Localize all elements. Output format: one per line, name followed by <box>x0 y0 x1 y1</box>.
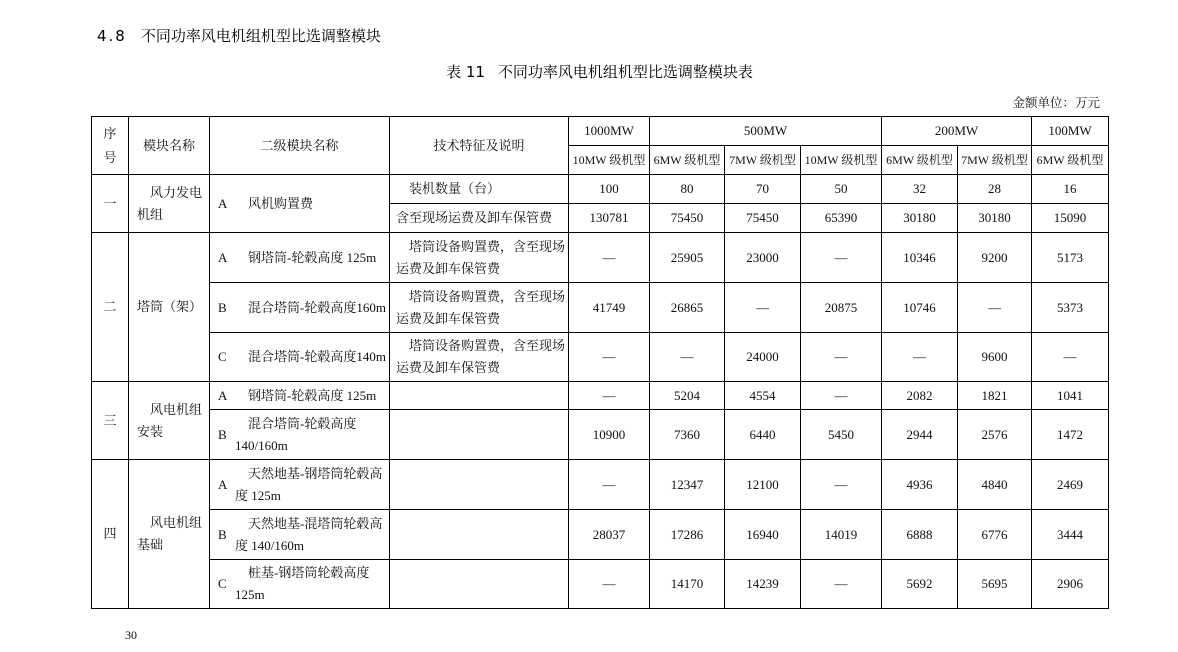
header-model: 10MW 级机型 <box>801 146 882 175</box>
cost-value: 26865 <box>670 299 704 315</box>
cost-value: 6440 <box>749 426 776 442</box>
value-cell <box>650 410 725 460</box>
tech-description-cell <box>390 333 569 382</box>
cost-value: 1821 <box>981 387 1008 403</box>
tech-description-cell <box>390 283 569 333</box>
cost-value: 25905 <box>670 249 704 265</box>
value-cell <box>725 175 801 204</box>
value-cell <box>882 382 958 410</box>
cost-value: — <box>602 349 616 364</box>
value-cell <box>801 204 882 233</box>
value-cell <box>801 233 882 283</box>
value-cell <box>569 510 650 560</box>
value-cell <box>882 283 958 333</box>
module-name-cell <box>129 382 210 460</box>
table-row <box>92 510 1109 560</box>
value-cell <box>1032 175 1109 204</box>
value-cell <box>569 460 650 510</box>
value-cell <box>958 283 1032 333</box>
value-cell <box>725 233 801 283</box>
sub-module <box>210 346 389 368</box>
cost-value: 30180 <box>903 210 936 225</box>
cost-value: 28 <box>988 181 1001 196</box>
sub-module-letter: B <box>218 526 227 542</box>
value-cell <box>958 382 1032 410</box>
cost-value: 2469 <box>1057 476 1083 492</box>
value-cell <box>725 460 801 510</box>
sub-module-name-line: 混合塔筒-轮毂高度140m <box>248 349 386 364</box>
cost-value: 23000 <box>746 249 779 265</box>
table-label: 表 11 <box>446 63 485 81</box>
cost-value: 6776 <box>981 526 1008 542</box>
cost-value: 5373 <box>1057 299 1083 315</box>
tech-description-cell <box>390 175 569 204</box>
value-cell <box>725 283 801 333</box>
amount-unit-note: 金额单位：万元 <box>1012 96 1100 110</box>
sub-module-name <box>235 297 386 319</box>
cost-value: 14019 <box>824 526 858 542</box>
cost-value: 2082 <box>906 387 933 403</box>
table-row <box>92 333 1109 382</box>
cost-value: 100 <box>599 181 619 196</box>
table-row <box>92 175 1109 204</box>
sub-module-letter: C <box>218 576 227 591</box>
cost-value: 14170 <box>670 576 704 591</box>
header-capacity-500mw: 500MW <box>650 117 882 146</box>
sub-module-name-line: 140/160m <box>235 437 288 453</box>
cost-value: 5204 <box>674 387 700 403</box>
header-sub-module-name: 二级模块名称 <box>210 117 390 175</box>
cost-value: — <box>913 349 926 364</box>
value-cell <box>650 460 725 510</box>
table-row <box>92 460 1109 510</box>
cost-value: 2944 <box>906 426 933 442</box>
tech-description-cell <box>390 460 569 510</box>
value-cell <box>650 204 725 233</box>
value-cell <box>650 382 725 410</box>
sub-module-cell <box>210 460 390 510</box>
header-model: 7MW 级机型 <box>958 146 1032 175</box>
header-model: 6MW 级机型 <box>650 146 725 175</box>
value-cell <box>569 333 650 382</box>
sub-module-cell <box>210 175 390 233</box>
sub-module-name <box>235 513 382 557</box>
value-cell <box>801 283 882 333</box>
value-cell <box>1032 233 1109 283</box>
sub-module-cell <box>210 510 390 560</box>
value-cell <box>882 560 958 609</box>
sub-module <box>210 193 389 215</box>
cost-value: 4840 <box>981 476 1008 492</box>
sub-module <box>210 385 389 407</box>
row-number-cell <box>92 382 129 460</box>
cost-value: 130781 <box>589 210 629 225</box>
module-name-cell <box>129 175 210 233</box>
value-cell <box>958 233 1032 283</box>
sub-module-letter: A <box>218 249 228 265</box>
cost-value: 30180 <box>978 210 1011 225</box>
cost-value: — <box>988 299 1001 315</box>
row-number-cell <box>92 460 129 609</box>
tech-description-line: 运费及卸车保管费 <box>396 260 501 276</box>
cost-value: 9600 <box>981 349 1008 364</box>
cost-comparison-table <box>91 116 1109 609</box>
table-row <box>92 283 1109 333</box>
value-cell <box>801 333 882 382</box>
cost-value: — <box>834 249 848 265</box>
sub-module-cell <box>210 410 390 460</box>
value-cell <box>1032 204 1109 233</box>
sub-module-name <box>235 413 356 457</box>
header-model: 7MW 级机型 <box>725 146 801 175</box>
table-row <box>92 382 1109 410</box>
table-row <box>92 233 1109 283</box>
cost-value: — <box>602 576 616 591</box>
value-cell <box>958 510 1032 560</box>
cost-value: — <box>834 476 848 492</box>
value-cell <box>569 283 650 333</box>
value-cell <box>801 410 882 460</box>
sub-module-name-line: 钢塔筒-轮毂高度 125m <box>248 249 377 265</box>
value-cell <box>801 560 882 609</box>
sub-module-name <box>235 385 376 407</box>
sub-module <box>210 463 389 507</box>
cost-value: 1041 <box>1057 387 1083 403</box>
sub-module-name-line: 钢塔筒-轮毂高度 125m <box>248 387 377 403</box>
cost-value: 6888 <box>906 526 933 542</box>
cost-value: — <box>834 576 848 591</box>
page-number: 30 <box>125 628 137 642</box>
value-cell <box>1032 410 1109 460</box>
row-number: 二 <box>103 299 117 314</box>
cost-value: 2576 <box>981 426 1008 442</box>
value-cell <box>569 204 650 233</box>
value-cell <box>958 333 1032 382</box>
sub-module-name-line: 度 140/160m <box>235 537 304 553</box>
value-cell <box>958 175 1032 204</box>
table-header <box>92 117 1109 175</box>
value-cell <box>569 382 650 410</box>
sub-module-name-line: 天然地基-钢塔筒轮毂高 <box>248 465 383 481</box>
sub-module-name-line: 风机购置费 <box>248 195 314 211</box>
module-name-line: 风电机组 <box>150 515 203 530</box>
cost-value: 3444 <box>1057 526 1083 542</box>
sub-module-name-line: 天然地基-混塔筒轮毂高 <box>248 515 383 531</box>
sub-module <box>210 513 389 557</box>
tech-description-cell <box>390 204 569 233</box>
cost-value: 14239 <box>746 576 779 591</box>
value-cell <box>1032 560 1109 609</box>
header-serial-line: 号 <box>103 149 117 165</box>
section-number: 4.8 <box>97 27 127 45</box>
value-cell <box>725 410 801 460</box>
table-title <box>91 62 1108 82</box>
header-serial-line: 序 <box>103 125 117 141</box>
cost-value: 5692 <box>906 576 933 591</box>
sub-module-letter: A <box>218 195 228 211</box>
tech-description-cell <box>390 410 569 460</box>
section-title: 不同功率风电机组机型比选调整模块 <box>140 27 381 45</box>
value-cell <box>1032 283 1109 333</box>
sub-module-letter: B <box>218 299 227 315</box>
cost-value: 28037 <box>592 526 626 542</box>
header-serial-number <box>92 117 129 175</box>
value-cell <box>650 233 725 283</box>
value-cell <box>569 410 650 460</box>
cost-value: — <box>680 349 694 364</box>
sub-module <box>210 562 389 606</box>
row-number-cell <box>92 175 129 233</box>
cost-value: 32 <box>913 181 926 196</box>
header-row <box>92 117 1109 146</box>
cost-value: 15090 <box>1053 210 1087 225</box>
cost-value: — <box>602 249 616 265</box>
sub-module-letter: C <box>218 349 227 364</box>
sub-module-name-line: 混合塔筒-轮毂高度160m <box>248 299 386 315</box>
module-name-line: 风力发电 <box>150 184 203 200</box>
value-cell <box>650 175 725 204</box>
value-cell <box>882 410 958 460</box>
cost-value: 24000 <box>746 349 779 364</box>
cost-value: 4554 <box>749 387 776 403</box>
tech-description-cell <box>390 233 569 283</box>
header-module-name: 模块名称 <box>129 117 210 175</box>
sub-module-cell <box>210 560 390 609</box>
cost-value: 16 <box>1063 181 1077 196</box>
tech-description-cell <box>390 382 569 410</box>
sub-module-name <box>235 346 386 368</box>
cost-value: 4936 <box>906 476 933 492</box>
cost-value: — <box>1063 349 1077 364</box>
tech-description-cell <box>390 560 569 609</box>
value-cell <box>725 510 801 560</box>
value-cell <box>650 333 725 382</box>
cost-value: — <box>834 387 848 403</box>
sub-module-name <box>235 463 382 507</box>
cost-value: 12347 <box>670 476 704 492</box>
cost-value: 9200 <box>981 249 1008 265</box>
cost-value: 16940 <box>746 526 779 542</box>
cost-value: — <box>602 387 616 403</box>
sub-module-letter: B <box>218 426 227 442</box>
cost-value: — <box>602 476 616 492</box>
module-name-line: 机组 <box>137 206 164 222</box>
sub-module <box>210 413 389 457</box>
module-name-line: 风电机组 <box>150 401 203 417</box>
sub-module-cell <box>210 333 390 382</box>
cost-value: 10900 <box>592 426 626 442</box>
table-body <box>92 175 1109 609</box>
cost-value: 65390 <box>824 210 858 225</box>
value-cell <box>801 175 882 204</box>
value-cell <box>801 510 882 560</box>
value-cell <box>569 175 650 204</box>
sub-module <box>210 247 389 269</box>
value-cell <box>725 382 801 410</box>
value-cell <box>725 204 801 233</box>
module-name-line: 基础 <box>137 537 164 552</box>
sub-module-cell <box>210 233 390 283</box>
value-cell <box>650 283 725 333</box>
value-cell <box>958 204 1032 233</box>
sub-module-name <box>235 247 376 269</box>
value-cell <box>958 560 1032 609</box>
sub-module-name <box>235 193 313 215</box>
value-cell <box>650 560 725 609</box>
sub-module-cell <box>210 382 390 410</box>
cost-value: 17286 <box>670 526 704 542</box>
cost-value: 50 <box>834 181 848 196</box>
header-model: 6MW 级机型 <box>1032 146 1109 175</box>
cost-value: 20875 <box>824 299 858 315</box>
cost-value: 10346 <box>903 249 936 265</box>
table-row <box>92 560 1109 609</box>
sub-module-name-line: 125m <box>235 587 265 602</box>
tech-description-line: 塔筒设备购置费，含至现场 <box>409 338 566 353</box>
value-cell <box>1032 460 1109 510</box>
cost-value: 7360 <box>674 426 700 442</box>
table-title-text: 不同功率风电机组机型比选调整模块表 <box>497 63 753 81</box>
row-number: 一 <box>103 195 117 211</box>
value-cell <box>801 382 882 410</box>
cost-value: 1472 <box>1057 426 1083 442</box>
header-capacity-1000mw: 1000MW <box>569 117 650 146</box>
value-cell <box>958 410 1032 460</box>
tech-description-line: 运费及卸车保管费 <box>396 310 501 326</box>
tech-description-line: 装机数量（台） <box>409 181 501 196</box>
value-cell <box>882 204 958 233</box>
value-cell <box>882 510 958 560</box>
value-cell <box>1032 382 1109 410</box>
header-model: 10MW 级机型 <box>569 146 650 175</box>
header-model: 6MW 级机型 <box>882 146 958 175</box>
header-capacity-200mw: 200MW <box>882 117 1032 146</box>
value-cell <box>882 333 958 382</box>
cost-value: 5173 <box>1057 249 1083 265</box>
cost-value: 70 <box>756 181 769 196</box>
value-cell <box>882 233 958 283</box>
header-tech-description: 技术特征及说明 <box>390 117 569 175</box>
cost-value: 2906 <box>1057 576 1083 591</box>
module-name-cell <box>129 233 210 382</box>
cost-value: 80 <box>680 181 694 196</box>
table-row <box>92 410 1109 460</box>
cost-value: — <box>834 349 848 364</box>
module-name-line: 安装 <box>137 423 164 439</box>
value-cell <box>801 460 882 510</box>
value-cell <box>882 175 958 204</box>
value-cell <box>569 233 650 283</box>
cost-value: 12100 <box>746 476 779 492</box>
cost-value: 5695 <box>981 576 1008 591</box>
sub-module-name-line: 桩基-钢塔筒轮毂高度 <box>248 565 370 580</box>
cost-value: 75450 <box>670 210 704 225</box>
value-cell <box>1032 333 1109 382</box>
tech-description-line: 运费及卸车保管费 <box>396 360 501 375</box>
cost-value: 5450 <box>828 426 854 442</box>
sub-module-letter: A <box>218 476 228 492</box>
cost-value: 41749 <box>592 299 626 315</box>
sub-module-name <box>235 562 369 606</box>
value-cell <box>882 460 958 510</box>
value-cell <box>650 510 725 560</box>
cost-value: 75450 <box>746 210 779 225</box>
cost-value: — <box>756 299 769 315</box>
module-name-cell <box>129 460 210 609</box>
value-cell <box>1032 510 1109 560</box>
header-capacity-100mw: 100MW <box>1032 117 1109 146</box>
sub-module-name-line: 度 125m <box>235 487 281 503</box>
value-cell <box>569 560 650 609</box>
cost-value: 10746 <box>903 299 936 315</box>
module-name-line: 塔筒（架） <box>137 299 203 314</box>
tech-description-line: 塔筒设备购置费，含至现场 <box>409 238 566 254</box>
section-heading <box>97 26 381 46</box>
tech-description-cell <box>390 510 569 560</box>
row-number: 三 <box>103 412 117 428</box>
tech-description-line: 塔筒设备购置费，含至现场 <box>409 288 566 304</box>
sub-module-cell <box>210 283 390 333</box>
row-number-cell <box>92 233 129 382</box>
tech-description-line: 含至现场运费及卸车保管费 <box>396 210 553 225</box>
sub-module-name-line: 混合塔筒-轮毂高度 <box>248 415 357 431</box>
sub-module-letter: A <box>218 387 228 403</box>
row-number: 四 <box>103 526 117 541</box>
value-cell <box>725 333 801 382</box>
sub-module <box>210 297 389 319</box>
value-cell <box>958 460 1032 510</box>
value-cell <box>725 560 801 609</box>
